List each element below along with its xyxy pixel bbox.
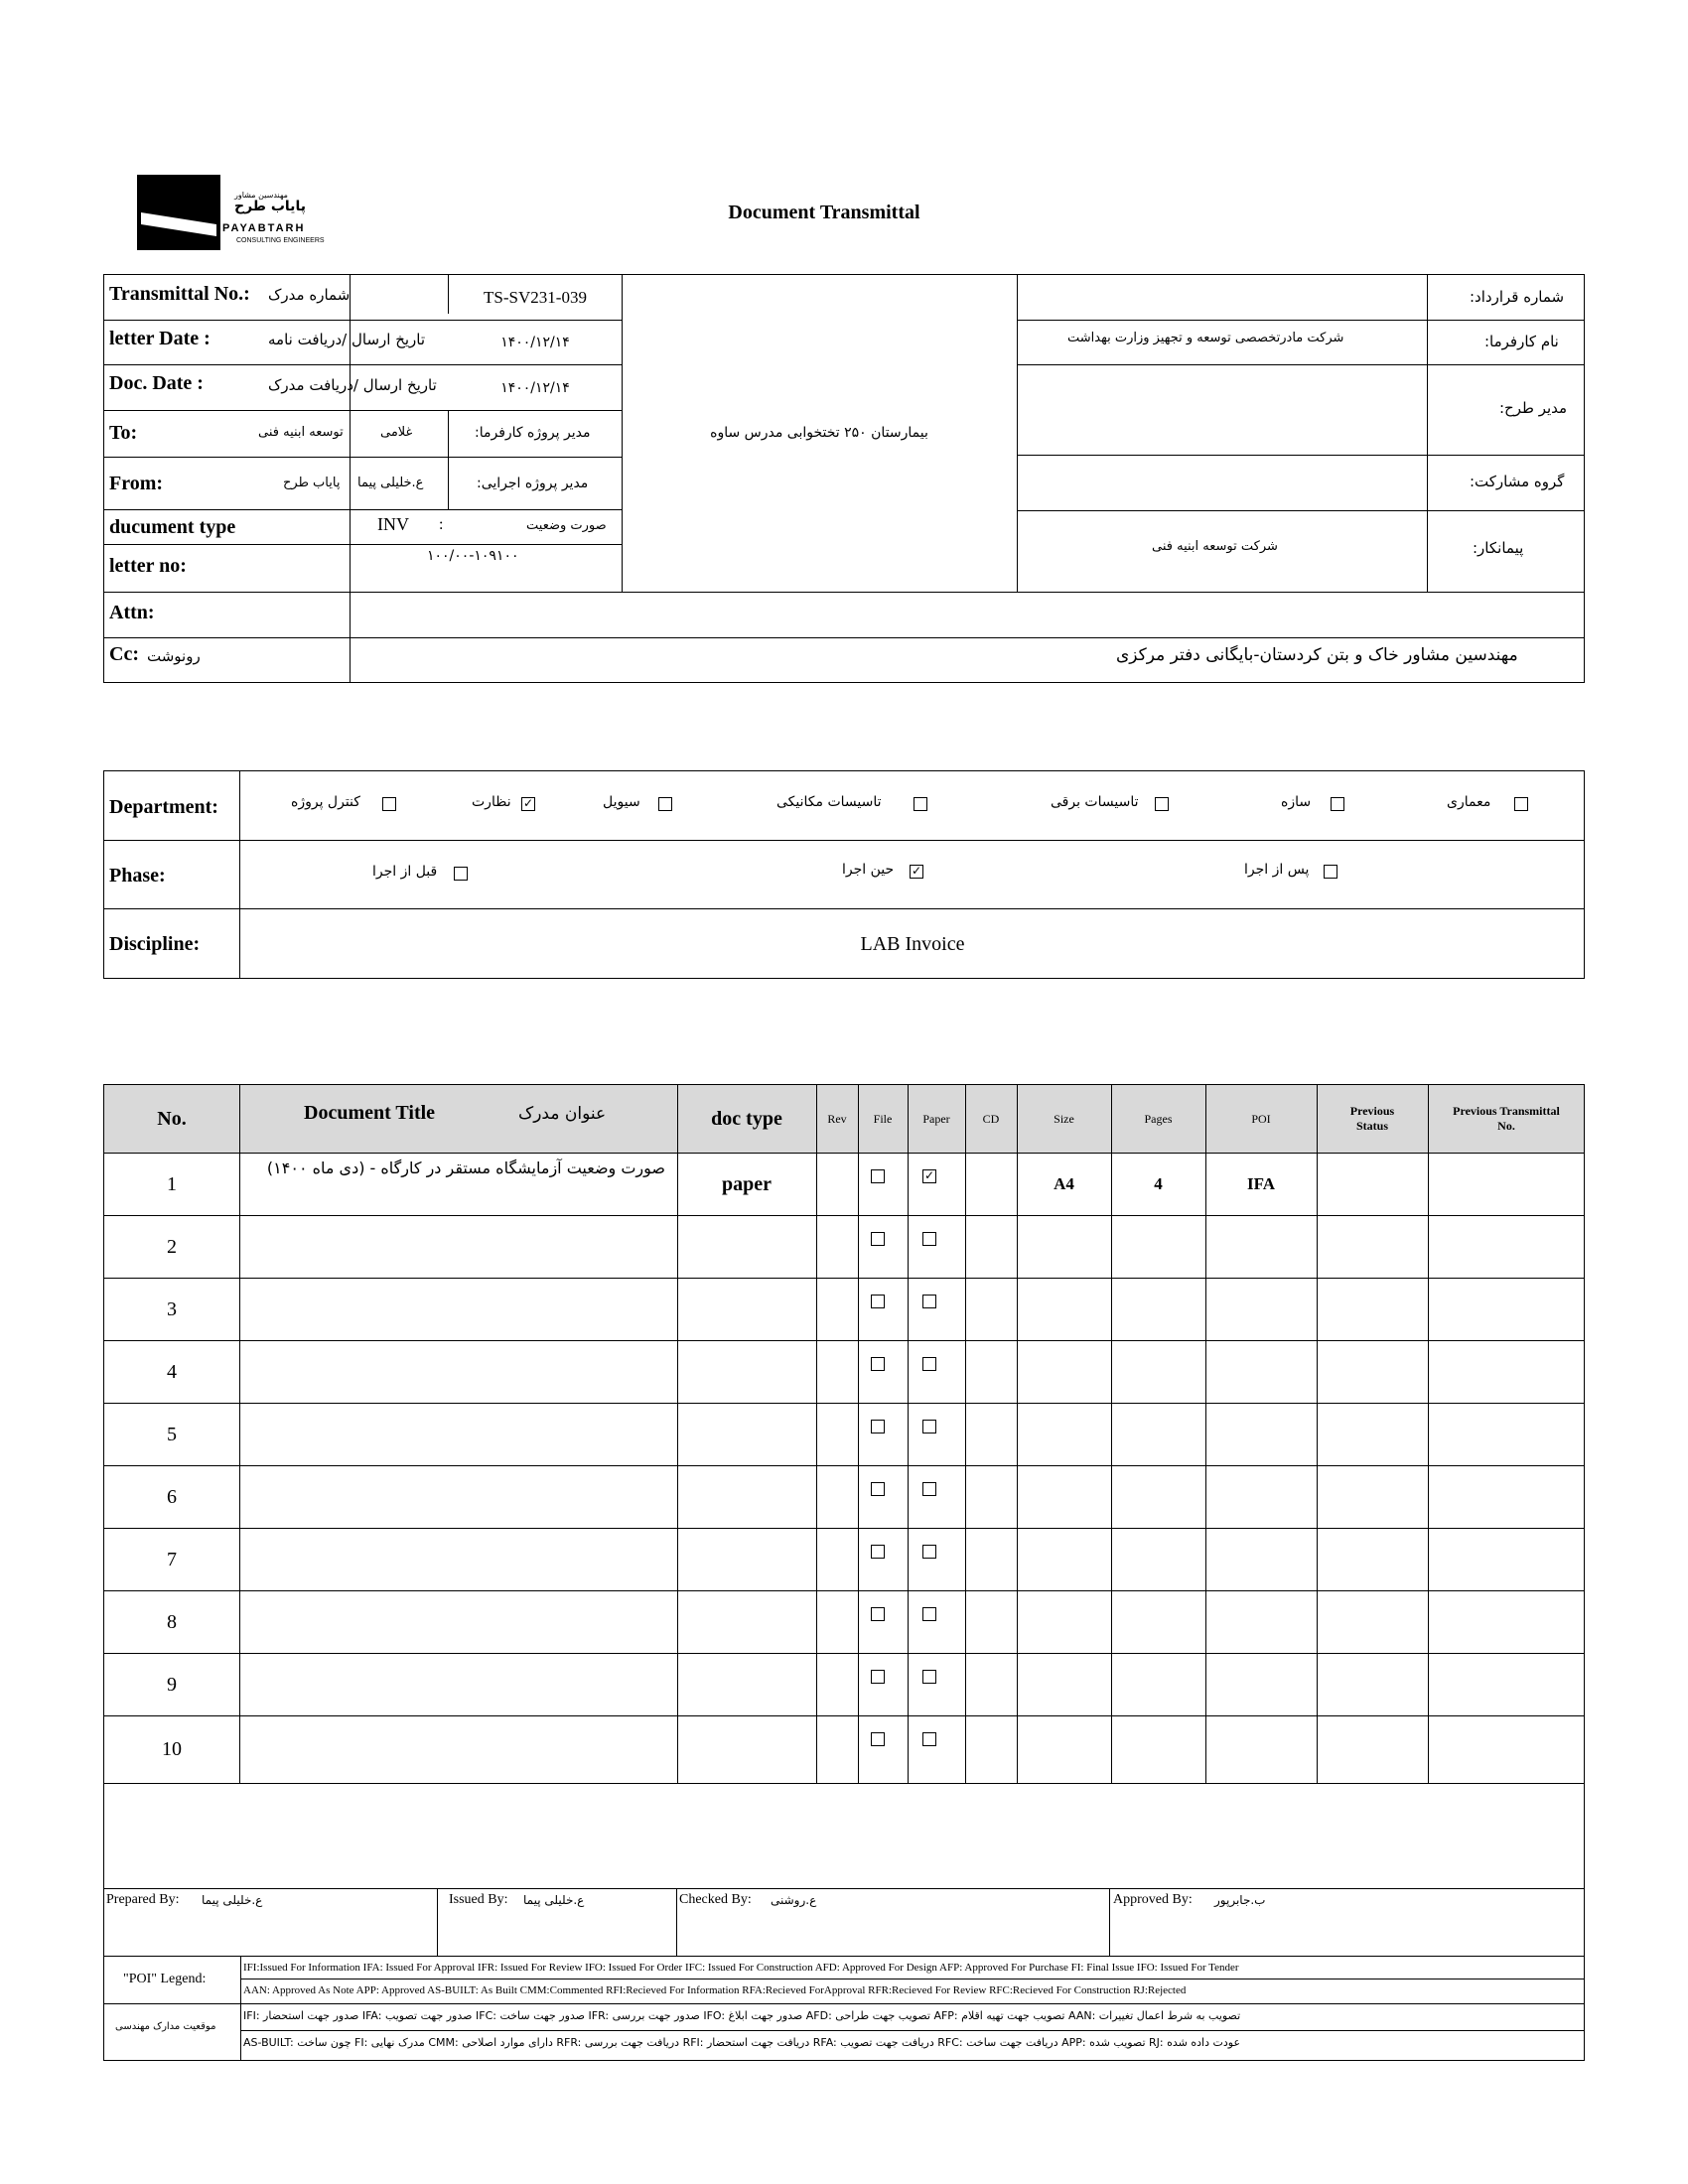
row-pages: 4 <box>1154 1174 1163 1193</box>
page-title: Document Transmittal <box>728 202 920 223</box>
transmittal-no-label-fa: شماره مدرک <box>268 286 351 304</box>
col-header-cd: CD <box>982 1111 1000 1126</box>
checkbox[interactable] <box>658 797 672 811</box>
department-label-text: نظارت <box>472 794 511 810</box>
prev-no-text: Previous Transmittal No. <box>1453 1104 1560 1133</box>
row-paper-checkbox[interactable] <box>922 1670 936 1684</box>
logo-mark <box>137 175 220 250</box>
prepared-by-label: Prepared By: <box>106 1892 180 1907</box>
checked-by-label: Checked By: <box>679 1892 752 1907</box>
col-header-no: No. <box>157 1107 187 1130</box>
col-header-doc-type: doc type <box>711 1107 782 1130</box>
col-header-prev-status <box>1317 1085 1428 1153</box>
row-file-checkbox[interactable] <box>871 1232 885 1246</box>
row-cd <box>965 1154 1017 1215</box>
from-person: ع.خلیلی پیما <box>357 476 424 490</box>
row-file-checkbox[interactable] <box>871 1670 885 1684</box>
contractor-label: پیمانکار: <box>1473 539 1524 557</box>
approved-by-label: Approved By: <box>1113 1892 1193 1907</box>
poi-legend-label: "POI" Legend: <box>123 1972 207 1986</box>
checkbox[interactable] <box>454 867 468 881</box>
department-label-text: تاسیسات مکانیکی <box>776 794 882 810</box>
department-label-text: سیویل <box>603 794 640 810</box>
row-paper-checkbox[interactable] <box>922 1482 936 1496</box>
to-label: To: <box>109 422 138 444</box>
document-table <box>103 1084 1585 2061</box>
manager-label: مدیر طرح: <box>1499 399 1568 417</box>
row-file-checkbox[interactable] <box>871 1482 885 1496</box>
phase-label-text: حین اجرا <box>842 862 895 878</box>
doc-date-label-fa: تاریخ ارسال /دریافت مدرک <box>268 376 437 394</box>
row-file-checkbox[interactable] <box>871 1732 885 1746</box>
col-header-file: File <box>873 1111 893 1126</box>
department-label-text: معماری <box>1447 794 1491 810</box>
project-name: بیمارستان ۲۵۰ تختخوابی مدرس ساوه <box>710 425 928 441</box>
approved-by-value: ب.جابرپور <box>1214 1893 1266 1907</box>
row-prev-status <box>1317 1154 1428 1215</box>
doc-type-code: INV <box>377 514 409 534</box>
checkbox[interactable] <box>914 797 927 811</box>
discipline-value: LAB Invoice <box>860 932 965 955</box>
department-label: Department: <box>109 796 218 818</box>
status-legend-label: موقعیت مدارک مهندسی <box>115 2021 216 2032</box>
row-doc-type: paper <box>722 1172 772 1195</box>
phase-label-text: پس از اجرا <box>1244 862 1310 878</box>
row-size: A4 <box>1054 1174 1074 1193</box>
row-no: 4 <box>167 1360 177 1383</box>
logo-company-sub: CONSULTING ENGINEERS <box>236 237 325 244</box>
checkbox[interactable] <box>1324 865 1337 879</box>
department-label-text: سازه <box>1281 794 1312 810</box>
row-paper-checkbox[interactable] <box>922 1732 936 1746</box>
transmittal-no-value: TS-SV231-039 <box>484 287 587 307</box>
checkbox[interactable] <box>1155 797 1169 811</box>
row-no: 7 <box>167 1548 177 1570</box>
logo-company-fa-name: پایاب طرح <box>234 199 306 214</box>
to-value: توسعه ابنیه فنی <box>258 425 344 440</box>
cc-label-fa: رونوشت <box>147 647 201 665</box>
row-file-checkbox[interactable] <box>871 1420 885 1433</box>
client-value: شرکت مادرتخصصی توسعه و تجهیز وزارت بهداشت <box>1067 331 1344 345</box>
col-header-pages: Pages <box>1144 1111 1173 1126</box>
department-label-text: کنترل پروژه <box>291 794 360 810</box>
poi-legend-line2: AAN: Approved As Note APP: Approved AS-BUILT: As Built CMM:Commented RFI:Recieved For Information RFA:Recieved ForApproval RFR:Recieved For Review RFC:Recieved For Construction RJ:Rejected <box>243 1984 1187 1996</box>
transmittal-no-label: Transmittal No.: <box>109 283 250 305</box>
company-logo <box>137 175 355 254</box>
checkbox[interactable] <box>1331 797 1344 811</box>
row-paper-checkbox[interactable] <box>922 1295 936 1308</box>
row-paper-checkbox[interactable] <box>922 1357 936 1371</box>
prepared-by-value: ع.خلیلی پیما <box>202 1893 263 1907</box>
issued-by-label: Issued By: <box>449 1892 508 1907</box>
row-file-checkbox[interactable] <box>871 1295 885 1308</box>
checkbox[interactable]: ✓ <box>522 796 534 810</box>
row-file-checkbox[interactable] <box>871 1607 885 1621</box>
row-file-checkbox[interactable] <box>871 1169 885 1183</box>
row-no: 5 <box>167 1423 177 1445</box>
col-header-title-fa: عنوان مدرک <box>518 1104 607 1124</box>
row-no: 1 <box>167 1172 177 1195</box>
partnership-label: گروه مشارکت: <box>1470 473 1565 490</box>
to-role: مدیر پروژه کارفرما: <box>475 425 591 441</box>
letter-no-label: letter no: <box>109 555 187 577</box>
poi-legend-line1: IFI:Issued For Information IFA: Issued For Approval IFR: Issued For Review IFO: Issued For Order IFC: Issued For Construction AFD: Approved For Design AFP: Approved For Purchase FI: Final Issue IFO: Issued For Tender <box>243 1962 1239 1974</box>
status-legend-line1: IFI: صدور جهت استحضار IFA: صدور جهت تصویب IFC: صدور جهت ساخت IFR: صدور جهت بررسی IFO: صدور جهت ابلاغ AFD: تصویب جهت طراحی AFP: تصویب جهت تهیه اقلام AAN: تصویب به شرط اعمال تغییرات <box>243 2009 1241 2022</box>
cc-value: مهندسین مشاور خاک و بتن کردستان-بایگانی دفتر مرکزی <box>1116 645 1518 665</box>
discipline-label: Discipline: <box>109 933 201 955</box>
attn-label: Attn: <box>109 602 155 623</box>
row-poi: IFA <box>1246 1174 1275 1193</box>
from-role: مدیر پروژه اجرایی: <box>477 476 589 491</box>
checked-by-value: ع.روشنی <box>771 1893 817 1907</box>
doc-date-label: Doc. Date : <box>109 372 204 394</box>
checkbox[interactable] <box>382 797 396 811</box>
row-file-checkbox[interactable] <box>871 1545 885 1559</box>
row-paper-checkbox[interactable] <box>922 1232 936 1246</box>
status-legend-line2: AS-BUILT: چون ساخت FI: مدرک نهایی CMM: دارای موارد اصلاحی RFR: دریافت جهت بررسی RFI: دریافت جهت استحضار RFA: دریافت جهت تصویب RFC: دریافت جهت ساخت APP: تصویب شده RJ: عودت داده شده <box>243 2036 1241 2049</box>
row-prev-no <box>1428 1154 1585 1215</box>
contractor-value: شرکت توسعه ابنیه فنی <box>1152 539 1278 554</box>
letter-date-label: letter Date : <box>109 328 211 349</box>
phase-label-text: قبل از اجرا <box>372 864 438 880</box>
col-header-size: Size <box>1054 1111 1074 1126</box>
client-label: نام کارفرما: <box>1484 333 1559 350</box>
to-person: غلامی <box>380 425 413 440</box>
contract-no-label: شماره قرارداد: <box>1470 288 1565 306</box>
letter-date-value: ۱۴۰۰/۱۲/۱۴ <box>500 335 570 350</box>
row-no: 6 <box>167 1485 177 1508</box>
row-no: 9 <box>167 1673 177 1696</box>
col-header-prev-no <box>1428 1085 1585 1153</box>
checkbox[interactable]: ✓ <box>911 864 922 878</box>
row-no: 8 <box>167 1610 177 1633</box>
issued-by-value: ع.خلیلی پیما <box>523 1893 585 1907</box>
row-no: 10 <box>162 1738 182 1760</box>
prev-status-text: Previous Status <box>1349 1104 1395 1133</box>
department-label-text: تاسیسات برقی <box>1051 794 1139 810</box>
phase-label: Phase: <box>109 865 166 887</box>
col-header-poi: POI <box>1251 1111 1271 1126</box>
col-header-title-en: Document Title <box>304 1102 436 1124</box>
row-rev <box>816 1154 858 1215</box>
row-title: صورت وضعیت آزمایشگاه مستقر در کارگاه - (دی ماه ۱۴۰۰) <box>266 1159 665 1177</box>
row-no: 3 <box>167 1297 177 1320</box>
letter-date-label-fa: تاریخ ارسال /دریافت نامه <box>268 331 426 348</box>
logo-company-en: PAYABTARH <box>222 222 306 234</box>
checkbox[interactable] <box>1514 797 1528 811</box>
doc-type-label: ducument type <box>109 516 236 538</box>
from-value: پایاب طرح <box>283 476 341 490</box>
cc-label: Cc: <box>109 643 139 665</box>
logo-company-fa: مهندسین مشاور <box>234 191 288 200</box>
row-paper-checkbox[interactable] <box>922 1607 936 1621</box>
col-header-paper: Paper <box>922 1111 950 1126</box>
col-header-rev: Rev <box>827 1111 847 1126</box>
row-no: 2 <box>167 1235 177 1258</box>
row-file-checkbox[interactable] <box>871 1357 885 1371</box>
doc-date-value: ۱۴۰۰/۱۲/۱۴ <box>500 379 570 396</box>
row-paper-checkbox[interactable]: ✓ <box>923 1168 935 1182</box>
from-label: From: <box>109 473 164 494</box>
doc-type-fa: صورت وضعیت <box>526 518 607 533</box>
letter-no-value: ۱۰۰/۰۰-۱۰۹۱۰۰ <box>427 548 519 564</box>
doc-type-separator: : <box>439 516 444 533</box>
row-paper-checkbox[interactable] <box>922 1545 936 1559</box>
row-paper-checkbox[interactable] <box>922 1420 936 1433</box>
